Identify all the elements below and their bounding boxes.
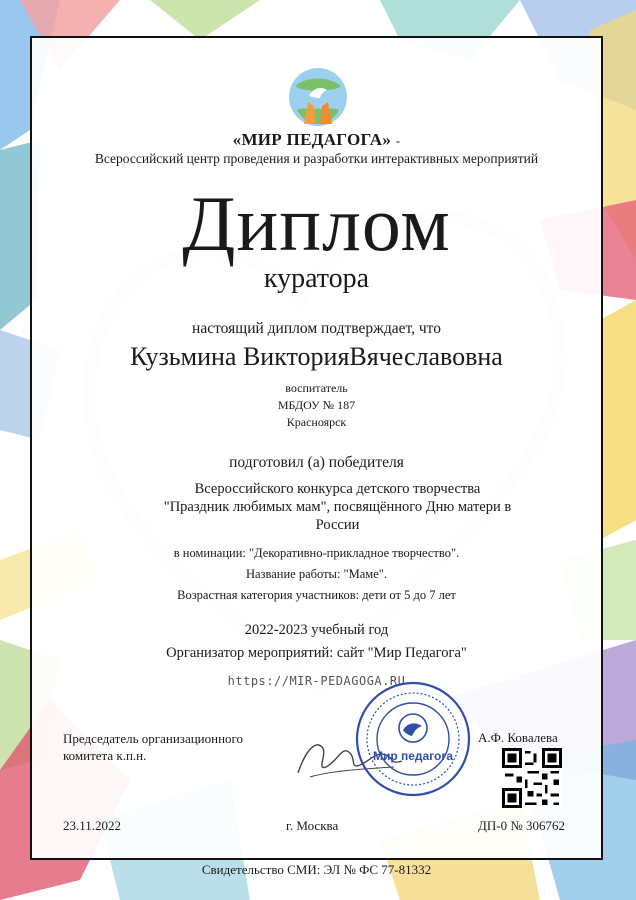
confirm-text: настоящий диплом подтверждает, что bbox=[192, 320, 441, 337]
chair-line-1: Председатель организационного bbox=[63, 731, 244, 746]
globe-hands-dove-icon bbox=[287, 66, 349, 128]
org-subtitle: Всероссийский центр проведения и разработки интерактивных мероприятий bbox=[94, 151, 539, 166]
signer-name: А.Ф. Ковалева bbox=[478, 730, 558, 745]
work-title: Название работы: "Маме". bbox=[245, 567, 387, 581]
recipient-city: Красноярск bbox=[286, 415, 347, 429]
document-number: ДП-0 № 306762 bbox=[478, 818, 565, 833]
nomination: в номинации: "Декоративно-прикладное творчество". bbox=[173, 546, 460, 560]
round-seal-icon bbox=[354, 680, 472, 798]
issue-date: 23.11.2022 bbox=[63, 818, 122, 833]
school-year: 2022-2023 учебный год bbox=[244, 622, 389, 638]
contest-line-2: "Праздник любимых мам", посвящённого Дню матери в России bbox=[163, 499, 512, 533]
chair-line-2: комитета к.п.н. bbox=[63, 748, 147, 763]
contest-line-1: Всероссийского конкурса детского творчества bbox=[194, 481, 481, 497]
org-name: «МИР ПЕДАГОГА» - bbox=[232, 130, 401, 149]
age-category: Возрастная категория участников: дети от 5 до 7 лет bbox=[177, 588, 456, 602]
qr-code-icon[interactable] bbox=[502, 748, 562, 808]
issue-place: г. Москва bbox=[286, 818, 339, 833]
org-name-dash: - bbox=[395, 133, 401, 148]
recipient-name: Кузьмина ВикторияВячеславовна bbox=[130, 342, 503, 371]
recipient-position: воспитатель bbox=[285, 381, 348, 395]
website-link[interactable]: https://MIR-PEDAGOGA.RU bbox=[227, 674, 406, 688]
contest-name bbox=[150, 480, 525, 534]
prepared-text: подготовил (а) победителя bbox=[229, 454, 404, 471]
stamp-label: Мир педагога bbox=[372, 749, 454, 763]
media-registration: Свидетельство СМИ: ЭЛ № ФС 77-81332 bbox=[201, 862, 432, 877]
organizer: Организатор мероприятий: сайт "Мир Педагога" bbox=[166, 645, 467, 661]
diploma-title: Диплом bbox=[182, 180, 451, 267]
recipient-institution: МБДОУ № 187 bbox=[277, 398, 356, 412]
diploma-subtitle: куратора bbox=[263, 263, 370, 294]
chair-title bbox=[63, 730, 283, 764]
